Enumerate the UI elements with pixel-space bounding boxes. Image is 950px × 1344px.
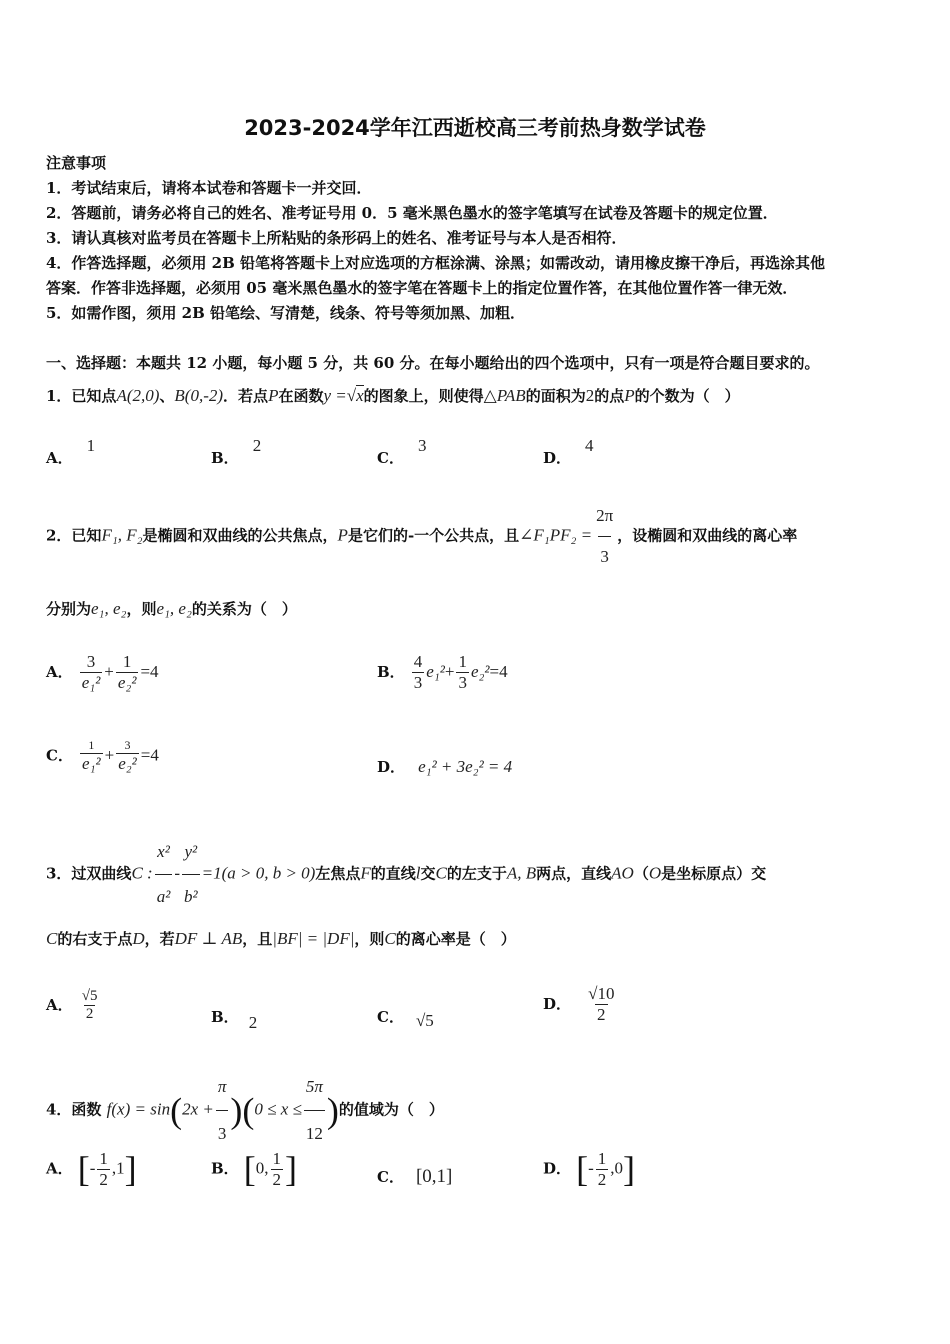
denominator: 2 — [272, 1169, 282, 1189]
q1-sep: 、 — [159, 387, 175, 405]
option-label: C． — [46, 746, 73, 765]
q1-text: 在函数 — [278, 387, 324, 405]
fraction — [116, 652, 139, 693]
q3-text: 两点，直线 — [536, 864, 612, 883]
option-value: 2 — [252, 436, 262, 455]
denominator: e₂² — [118, 754, 137, 773]
denominator: e₁² — [82, 754, 101, 773]
option-label: A． — [46, 996, 73, 1014]
numerator: √5 — [81, 988, 98, 1004]
bracket-left: [ — [243, 1149, 256, 1189]
eccentricities: e₁, e₂ — [91, 599, 127, 618]
denominator: 2 — [597, 1005, 606, 1024]
q2-text: 分别为 — [46, 600, 92, 618]
numerator: 5π — [305, 1077, 323, 1096]
question-4 — [46, 1064, 444, 1157]
option-value: 1 — [86, 436, 96, 455]
domain-expr: 0 ≤ x ≤ — [254, 1099, 302, 1119]
function-lhs: y = — [323, 386, 347, 405]
numerator: 1 — [458, 652, 467, 671]
sign: - — [89, 1158, 96, 1178]
q3-option-b[interactable] — [211, 1006, 257, 1033]
notice-heading: 注意事项 — [46, 154, 107, 172]
q3-text: 左焦点 — [315, 864, 361, 883]
rhs: =4 — [140, 662, 159, 681]
q1-option-d[interactable] — [543, 436, 594, 468]
section-heading: 一、选择题：本题共 12 小题，每小题 5 分，共 60 分。在每小题给出的四个选项中，只有一项是符合题目要求的。 — [46, 354, 820, 372]
bracket-left: [ — [77, 1149, 90, 1189]
q1-option-a[interactable] — [46, 436, 95, 468]
upper-bound: ,1 — [111, 1158, 125, 1178]
rhs: =4 — [140, 745, 159, 765]
point-a: A(2,0) — [116, 386, 160, 405]
sqrt-function: √x — [346, 386, 364, 405]
plus: + — [104, 745, 115, 765]
function: f(x) = sin — [106, 1099, 171, 1119]
question-1 — [46, 379, 740, 413]
fraction — [80, 738, 103, 774]
option-label: C． — [377, 1168, 404, 1186]
minus: - — [174, 863, 180, 883]
var-o: O — [648, 863, 662, 883]
perpendicular: DF ⊥ AB — [174, 929, 243, 948]
var-p: P — [337, 525, 348, 545]
q2-option-c[interactable] — [46, 738, 159, 774]
condition: =1(a > 0, b > 0) — [201, 863, 316, 883]
foci: F₁, F₂ — [101, 525, 143, 545]
option-value: 2 — [248, 1013, 258, 1032]
angle-fraction — [594, 496, 615, 577]
paren-right: ) — [230, 1090, 243, 1131]
var-c: C — [46, 929, 58, 948]
numerator: √10 — [588, 984, 615, 1003]
bracket-left: [ — [576, 1149, 589, 1189]
q3-option-a[interactable] — [46, 988, 101, 1023]
curve-c: C : — [131, 863, 153, 883]
var-p: P — [624, 386, 635, 405]
numerator: 4 — [413, 652, 423, 671]
fraction — [155, 830, 173, 919]
q3-text: 的直线 — [370, 864, 416, 883]
q3-text: 的左支于 — [446, 864, 507, 883]
notice-item-4-cont: 答案．作答非选择题，必须用 05 毫米黑色墨水的签字笔在答题卡上的指定位置作答，在其他位置作答一律无效． — [46, 279, 798, 297]
option-label: B． — [211, 449, 239, 467]
notice-item-1: 1．考试结束后，请将本试卷和答题卡一并交回． — [46, 179, 372, 197]
denominator: 3 — [216, 1110, 229, 1157]
option-label: A． — [46, 663, 73, 681]
q4-option-d[interactable] — [543, 1148, 635, 1190]
q2-option-d[interactable] — [377, 756, 512, 777]
option-label: A． — [46, 1159, 73, 1178]
q1-text: 的图象上，则使得 — [363, 387, 484, 405]
fraction — [412, 652, 425, 693]
term: e₂² — [470, 662, 490, 681]
q2-text: 的关系为（ ） — [191, 600, 297, 618]
numerator: 3 — [124, 738, 131, 752]
equality: |BF| = |DF| — [272, 929, 355, 948]
question-2 — [46, 496, 797, 577]
rhs: =4 — [489, 662, 508, 681]
q1-text: 1．已知点 — [46, 387, 117, 405]
q2-text: 是椭圆和双曲线的公共焦点， — [142, 526, 338, 545]
option-label: B． — [377, 663, 405, 681]
q3-text: 的离心率是（ ） — [395, 930, 516, 948]
numerator: 1 — [272, 1148, 282, 1168]
points-ab: A, B — [506, 863, 537, 883]
q3-text: ，则 — [354, 930, 385, 948]
fraction — [586, 984, 616, 1025]
denominator: 2 — [597, 1169, 607, 1189]
numerator: π — [217, 1077, 227, 1096]
term: e₁² — [426, 662, 445, 681]
notice-item-5: 5．如需作图，须用 2B 铅笔绘、写清楚，线条、符号等须加黑、加粗． — [46, 304, 525, 322]
q1-text: ．若点 — [223, 387, 269, 405]
paren-right: ) — [326, 1090, 339, 1131]
line-ao: AO — [611, 863, 634, 883]
q3-option-c[interactable] — [377, 1006, 434, 1031]
q3-text: ，且 — [242, 930, 273, 948]
q3-text: 是坐标原点）交 — [661, 864, 767, 883]
inner-expr: 2x + — [182, 1099, 214, 1119]
angle: ∠F₁PF₂ = — [519, 525, 593, 545]
q3-text: ，若 — [144, 930, 175, 948]
q4-text: 4．函数 — [46, 1100, 102, 1119]
option-label: D． — [543, 995, 572, 1013]
paren-left: ( — [242, 1090, 255, 1131]
option-value: 3 — [417, 436, 427, 455]
fraction — [182, 830, 200, 919]
bracket-right: ] — [623, 1149, 636, 1189]
q1-option-c[interactable] — [377, 436, 426, 468]
page-title: 2023-2024学年江西逝校高三考前热身数学试卷 — [244, 116, 706, 140]
q2-text: 是它们的-一个公共点，且 — [347, 526, 520, 545]
plus: + — [444, 662, 455, 681]
option-label: C． — [377, 449, 404, 467]
var-f: F — [360, 863, 371, 883]
lower-bound: 0, — [255, 1158, 269, 1178]
q3-text: （ — [633, 864, 649, 883]
fraction — [456, 652, 469, 693]
q3-text: 交 — [420, 864, 436, 883]
denominator: b² — [182, 874, 200, 919]
numerator: y² — [184, 842, 198, 861]
q2-text: ，设椭圆和双曲线的离心率 — [617, 526, 798, 545]
q3-option-d[interactable] — [543, 984, 618, 1025]
var-d: D — [132, 929, 145, 948]
var-c: C — [384, 929, 396, 948]
notice-item-4: 4．作答选择题，必须用 2B 铅笔将答题卡上对应选项的方框涂满、涂黑；如需改动，请用橡皮擦干净后，再选涂其他 — [46, 254, 826, 272]
option-label: D． — [543, 1159, 572, 1178]
q2-option-a[interactable] — [46, 652, 159, 693]
option-label: B． — [211, 1159, 239, 1178]
numerator: 2π — [596, 506, 614, 525]
q3-text: 3．过双曲线 — [46, 864, 132, 883]
option-label: B． — [211, 1008, 239, 1026]
q4-option-b[interactable] — [211, 1148, 297, 1190]
fraction — [80, 652, 103, 693]
denominator: a² — [155, 874, 173, 919]
option-label: C． — [377, 1008, 404, 1026]
numerator: 1 — [99, 1148, 108, 1168]
q3-text: 的右支于点 — [57, 930, 133, 948]
eccentricities: e₁, e₂ — [156, 599, 192, 618]
notice-item-3: 3．请认真核对监考员在答题卡上所粘贴的条形码上的姓名、准考证号与本人是否相符． — [46, 229, 627, 247]
q2-option-b[interactable] — [377, 652, 508, 693]
sign: - — [588, 1158, 594, 1178]
option-label: A． — [46, 449, 73, 467]
bracket-right: ] — [124, 1149, 137, 1189]
var-l: l — [415, 863, 421, 883]
triangle-pab: △PAB — [483, 386, 526, 405]
q4-text: 的值域为（ ） — [338, 1100, 444, 1119]
point-b: B(0,-2) — [174, 386, 224, 405]
fraction — [304, 1064, 325, 1157]
denominator: 2 — [85, 1006, 94, 1022]
q2-text: ，则 — [126, 600, 157, 618]
denominator: 3 — [413, 673, 423, 692]
fraction — [116, 738, 139, 774]
q1-text: 的点 — [594, 387, 625, 405]
expression: e₁² + 3e₂² = 4 — [418, 757, 513, 776]
bracket-right: ] — [285, 1149, 298, 1189]
upper-bound: ,0 — [610, 1158, 624, 1178]
question-2-cont — [46, 598, 297, 619]
fraction — [271, 1149, 284, 1190]
radicand: x — [356, 386, 364, 405]
denominator: 3 — [598, 536, 611, 577]
numerator: 1 — [122, 652, 132, 671]
option-label: D． — [377, 758, 406, 776]
numerator: 1 — [88, 738, 95, 752]
area-value: 2 — [585, 386, 595, 405]
q1-text: 的个数为（ ） — [634, 387, 740, 405]
q1-text: 的面积为 — [525, 387, 586, 405]
option-value: √5 — [415, 1011, 434, 1030]
numerator: 3 — [86, 652, 96, 671]
q4-option-a[interactable] — [46, 1148, 137, 1190]
denominator: 2 — [99, 1169, 108, 1189]
plus: + — [104, 662, 114, 681]
option-value: 4 — [585, 436, 594, 455]
q4-option-c[interactable] — [377, 1166, 452, 1188]
var-p: P — [268, 386, 279, 405]
option-value: [0,1] — [415, 1166, 453, 1187]
fraction — [596, 1149, 609, 1190]
numerator: 1 — [597, 1148, 607, 1168]
question-3-cont — [46, 928, 516, 949]
fraction — [80, 988, 100, 1023]
denominator: 3 — [458, 673, 467, 692]
denominator: e₁² — [81, 673, 101, 692]
numerator: x² — [157, 842, 170, 861]
q1-option-b[interactable] — [211, 436, 261, 468]
question-3 — [46, 830, 766, 919]
fraction — [216, 1064, 229, 1157]
var-c: C — [435, 863, 447, 883]
denominator: e₂² — [117, 673, 137, 692]
paren-left: ( — [170, 1090, 183, 1131]
q2-text: 2．已知 — [46, 526, 102, 545]
fraction — [97, 1149, 110, 1190]
denominator: 12 — [304, 1110, 325, 1157]
option-label: D． — [543, 449, 572, 467]
notice-item-2: 2．答题前，请务必将自己的姓名、准考证号用 0．5 毫米黑色墨水的签字笔填写在试卷及答题卡的规定位置． — [46, 204, 778, 222]
